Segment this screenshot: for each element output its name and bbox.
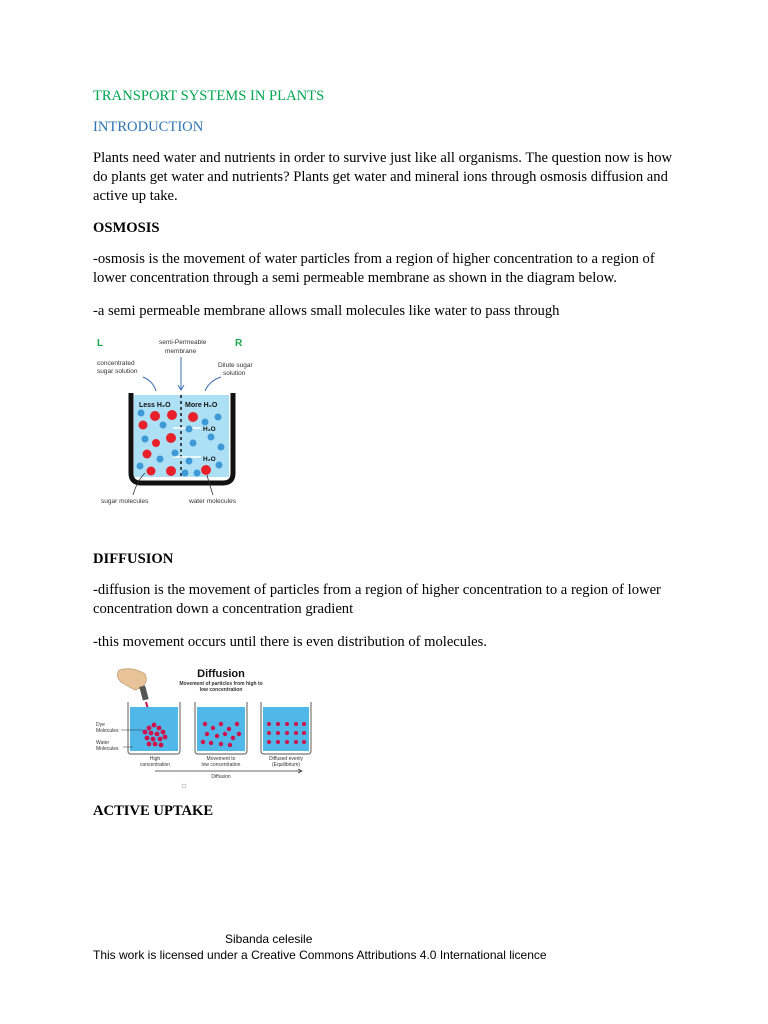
document-title: TRANSPORT SYSTEMS IN PLANTS — [93, 88, 325, 104]
water-label-line1: Water — [96, 740, 110, 746]
diffusion-subtitle-line1: Movement of particles from high to — [179, 681, 263, 687]
diffusion-paragraph-2: -this movement occurs until there is even distribution of molecules. — [93, 634, 487, 650]
less-water-label: Less H₂O — [139, 402, 171, 409]
more-water-label: More H₂O — [185, 402, 218, 409]
diffusion-arrow-label: Diffusion — [211, 774, 231, 780]
intro-heading: INTRODUCTION — [93, 119, 204, 135]
footer-license: This work is licensed under a Creative Commons Attributions 4.0 International licence — [93, 948, 547, 962]
beaker-movement — [195, 702, 247, 754]
membrane-label-line1: semi-Permeable — [159, 339, 207, 346]
osmosis-paragraph-2: -a semi permeable membrane allows small molecules like water to pass through — [93, 303, 560, 319]
diffusion-diagram — [93, 664, 313, 792]
diffusion-heading: DIFFUSION — [93, 551, 174, 567]
water-label-line2: Molecules — [96, 746, 119, 752]
left-side-label: L — [97, 338, 104, 349]
dilute-label-line1: Dilute sugar — [218, 362, 253, 369]
h2o-label-2: H₂O — [203, 456, 216, 463]
osmosis-heading: OSMOSIS — [93, 220, 160, 236]
caption-movement-line1: Movement to — [206, 756, 236, 762]
beaker-equilibrium — [261, 702, 311, 754]
concentrated-label-line1: concentrated — [97, 360, 135, 367]
dye-label-line2: Molecules — [96, 728, 119, 734]
caption-high-line1: High — [149, 756, 161, 762]
intro-paragraph: Plants need water and nutrients in order to survive just like all organisms. The question now is how do plants get water and nutrients? Plants get water and mineral ions through osmosis diffusion and active up take. — [93, 150, 673, 204]
caption-equilibrium-line1: Diffused evenly — [268, 756, 304, 762]
active-uptake-heading: ACTIVE UPTAKE — [93, 803, 214, 819]
right-side-label: R — [235, 338, 243, 349]
diffusion-figure-title: Diffusion — [197, 668, 245, 680]
membrane-label-line2: membrane — [165, 348, 197, 355]
dilute-label-line2: solution — [223, 370, 246, 377]
osmosis-paragraph-1: -osmosis is the movement of water particles from a region of higher concentration to a region of lower concentration through a semi permeable membrane as shown in the diagram below. — [93, 251, 655, 286]
water-molecules-label: water molecules — [189, 498, 236, 505]
dye-label-line1: Dye — [96, 722, 105, 728]
diffusion-paragraph-1: -diffusion is the movement of particles from a region of higher concentration to a region of lower concentration down a concentration gradient — [93, 582, 661, 617]
caption-equilibrium-line2: (Equilibrium) — [271, 762, 301, 768]
h2o-label-1: H₂O — [203, 426, 216, 433]
diffusion-subtitle-line2: low concentration — [199, 687, 243, 693]
caption-movement-line2: low concentration — [201, 762, 241, 768]
osmosis-diagram — [93, 333, 280, 505]
sugar-molecules-label: sugar molecules — [101, 498, 149, 505]
footer-author: Sibanda celesile — [225, 932, 313, 946]
beaker-high-concentration — [128, 702, 180, 754]
caption-high-line2: concentration — [139, 762, 171, 768]
concentrated-label-line2: sugar solution — [97, 368, 138, 375]
